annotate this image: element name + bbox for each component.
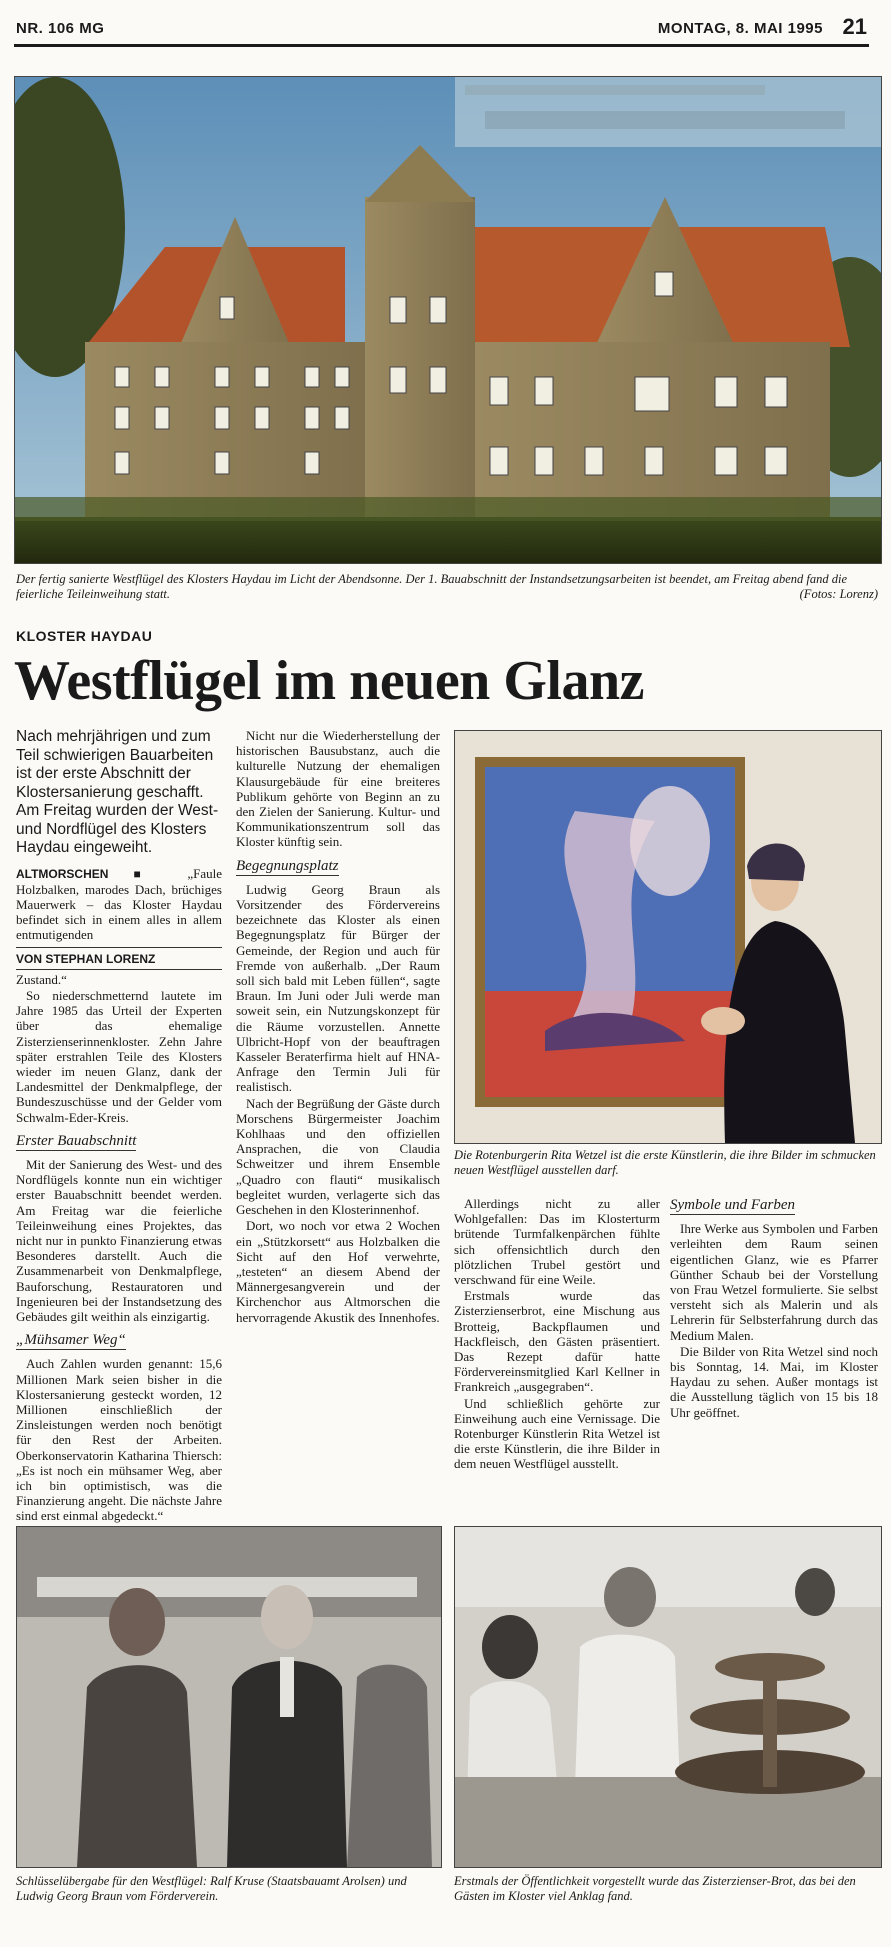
bottom-right-photo-caption: Erstmals der Öffentlichkeit vorgestellt wurde das Zisterzienser-Brot, das bei den Gästen im Kloster viel Anklag fand. — [454, 1874, 856, 1903]
article-headline: Westflügel im neuen Glanz — [14, 650, 644, 712]
artist-illustration — [455, 731, 881, 1143]
paragraph-5: Nicht nur die Wiederherstellung der historischen Bausubstanz, auch die kulturelle Nutzung der ehemaligen Klausurgebäude für eine breiteres Publikum gehörte von Beginn an zu den Zielen der Sanierung. Kultur- und Kommunikationszentrum soll das Kloster künftig sein. — [236, 728, 440, 850]
byline: VON STEPHAN LORENZ — [16, 947, 222, 970]
paragraph-3: Mit der Sanierung des West- und des Nordflügels konnte nun ein wichtiger erster Bauabschnitt beendet werden. Am Freitag war die feierliche Teileinweihung eines Projektes, das nicht nur in punkto Finanzierung etwas Besonderes darstellt. Auch die Zusammenarbeit von Denkmalpflege, Bauforschung, Restauratoren und Ingenieuren bei der Instandsetzung des Gebäudes gilt weithin als einzigartig. — [16, 1156, 222, 1324]
article-column-2 — [236, 728, 440, 1326]
paragraph-10: Erstmals wurde das Zisterzienserbrot, eine Mischung aus Brotteig, Backpflaumen und Hackfleisch, den Gästen präsentiert. Das Rezept dafür hatte Fördervereinsmitglied Karl Kellner in Frankreich „ausgegraben“. — [454, 1288, 660, 1395]
issue-date: MONTAG, 8. MAI 1995 — [657, 20, 823, 37]
paragraph-12: Ihre Werke aus Symbolen und Farben verleihten dem Raum seinen eigentlichen Glanz, wie es Pfarrer Günther Schaub bei der Vorstellung von Frau Wetzel formulierte. Sie selbst versteht sich als Malerin und als Lehrerin für Selbsterfahrung durch das Medium Malen. — [670, 1221, 878, 1343]
article-kicker: KLOSTER HAYDAU — [16, 628, 153, 644]
paragraph-11: Und schließlich gehörte zur Einweihung auch eine Vernissage. Die Rotenburger Künstlerin Rita Wetzel ist die erste Künstlerin, die ihre Bilder in dem neuen Westflügel ausstellt. — [454, 1395, 660, 1472]
dateline: ALTMORSCHEN ■ — [16, 866, 163, 881]
intro-paragraph — [16, 866, 222, 943]
issue-number: NR. 106 MG — [16, 20, 105, 37]
subhead-symbole-und-farben: Symbole und Farben — [670, 1198, 795, 1215]
key-handover-illustration — [17, 1527, 441, 1867]
subhead-muehsamer-weg: „Mühsamer Weg“ — [16, 1333, 126, 1350]
photo-credit: (Fotos: Lorenz) — [799, 587, 878, 601]
article-column-1 — [16, 728, 222, 1525]
page-number: 21 — [842, 14, 867, 39]
page-header — [14, 14, 869, 47]
bread-presentation-illustration — [455, 1527, 881, 1867]
bottom-right-photo — [454, 1526, 882, 1868]
bottom-left-photo-caption: Schlüsselübergabe für den Westflügel: Ralf Kruse (Staatsbauamt Arolsen) und Ludwig Georg Braun vom Förderverein. — [16, 1874, 407, 1903]
paragraph-13: Die Bilder von Rita Wetzel sind noch bis Sonntag, 14. Mai, im Kloster Haydau zu sehen. Außer montags ist die Ausstellung täglich von 15 bis 18 Uhr geöffnet. — [670, 1343, 878, 1420]
subhead-begegnungsplatz: Begegnungsplatz — [236, 859, 339, 876]
paragraph-9: Allerdings nicht zu aller Wohlgefallen: Das im Klosterturm brütende Turmfalkenpärchen fühlte sich offensichtlich durch den plötzlichen Trubel gestört und verschwand für eine Weile. — [454, 1196, 660, 1288]
paragraph-1: Zustand.“ — [16, 971, 67, 987]
monastery-illustration — [15, 77, 881, 563]
bottom-left-photo — [16, 1526, 442, 1868]
top-photo-monastery — [14, 76, 882, 564]
paragraph-2: So niederschmetternd lautete im Jahre 1985 das Urteil der Experten über das ehemalige Zisterzienserinnenkloster. Zehn Jahre später erstrahlen Teile des Klosters wieder im neuen Glanz, dank der Landesmittel der Denkmalpflege, der Bundeszuschüsse und der Gelder vom Schwalm-Eder-Kreis. — [16, 987, 222, 1125]
lead-text: Nach mehrjährigen und zum Teil schwierigen Bauarbeiten ist der erste Abschnitt der Klostersanierung geschafft. Am Freitag wurden der West- und Nordflügel des Klosters Haydau eingeweiht. — [16, 728, 219, 856]
article-column-3 — [454, 1196, 660, 1473]
paragraph-7: Nach der Begrüßung der Gäste durch Morschens Bürgermeister Joachim Kohlhaas und den offiziellen Ansprachen, die von Claudia Schweitzer und ihrem Ensemble „Quadro con flauti“ musikalisch begleitet wurden, verlagerte sich das Geschehen in den Klosterinnenhof. — [236, 1095, 440, 1218]
subhead-erster-bauabschnitt: Erster Bauabschnitt — [16, 1134, 136, 1151]
top-photo-caption — [16, 572, 878, 602]
article-lead — [16, 728, 222, 858]
paragraph-8: Dort, wo noch vor etwa 2 Wochen ein „Stützkorsett“ aus Holzbalken die Sicht auf den Hof verwehrte, „testeten“ an diesem Abend der Männergesangverein und der Kirchenchor aus Altmorschen die hervorragende Akustik des Innenhofes. — [236, 1218, 440, 1325]
paragraph-6: Ludwig Georg Braun als Vorsitzender des Fördervereins bezeichnete das Kloster als einen Begegnungsplatz für Bürger der Gemeinde, der Region und auch für Fremde von außerhalb. „Der Raum soll sich bald mit Leben füllen“, sagte Braun. Im Juni oder Juli werde man soweit sein, ein Nutzungskonzept für die Räume vorzustellen. Annette Ulbricht-Hopf von der beauftragen Kasseler Beraterfirma hielt auf HNA-Anfrage den Termin Juli für realistisch. — [236, 881, 440, 1095]
intro-text: „Faule Holzbalken, marodes Dach, brüchiges Mauerwerk – das Kloster Haydau befindet sich in einem alles in allem entmutigenden — [16, 865, 222, 943]
artist-photo — [454, 730, 882, 1144]
top-photo-caption-text: Der fertig sanierte Westflügel des Klosters Haydau im Licht der Abendsonne. Der 1. Bauabschnitt der Instandsetzungsarbeiten ist beendet, am Freitag abend fand die feierliche Teileinweihung statt. — [16, 572, 848, 601]
paragraph-4: Auch Zahlen wurden genannt: 15,6 Millionen Mark seien bisher in die Klostersanierung gesteckt worden, 12 Millionen einschließlich der Zinsleistungen werden noch benötigt für den Rest der Arbeiten. Oberkonservatorin Katharina Thiersch: „Es ist noch ein mühsamer Weg, aber ich bin optimistisch, was die Finanzierung angeht. Die nächste Jahre sind erst einmal abgedeckt.“ — [16, 1356, 222, 1524]
article-column-4 — [670, 1196, 878, 1421]
artist-photo-caption: Die Rotenburgerin Rita Wetzel ist die erste Künstlerin, die ihre Bilder im schmucken neuen Westflügel ausstellen darf. — [454, 1148, 876, 1177]
